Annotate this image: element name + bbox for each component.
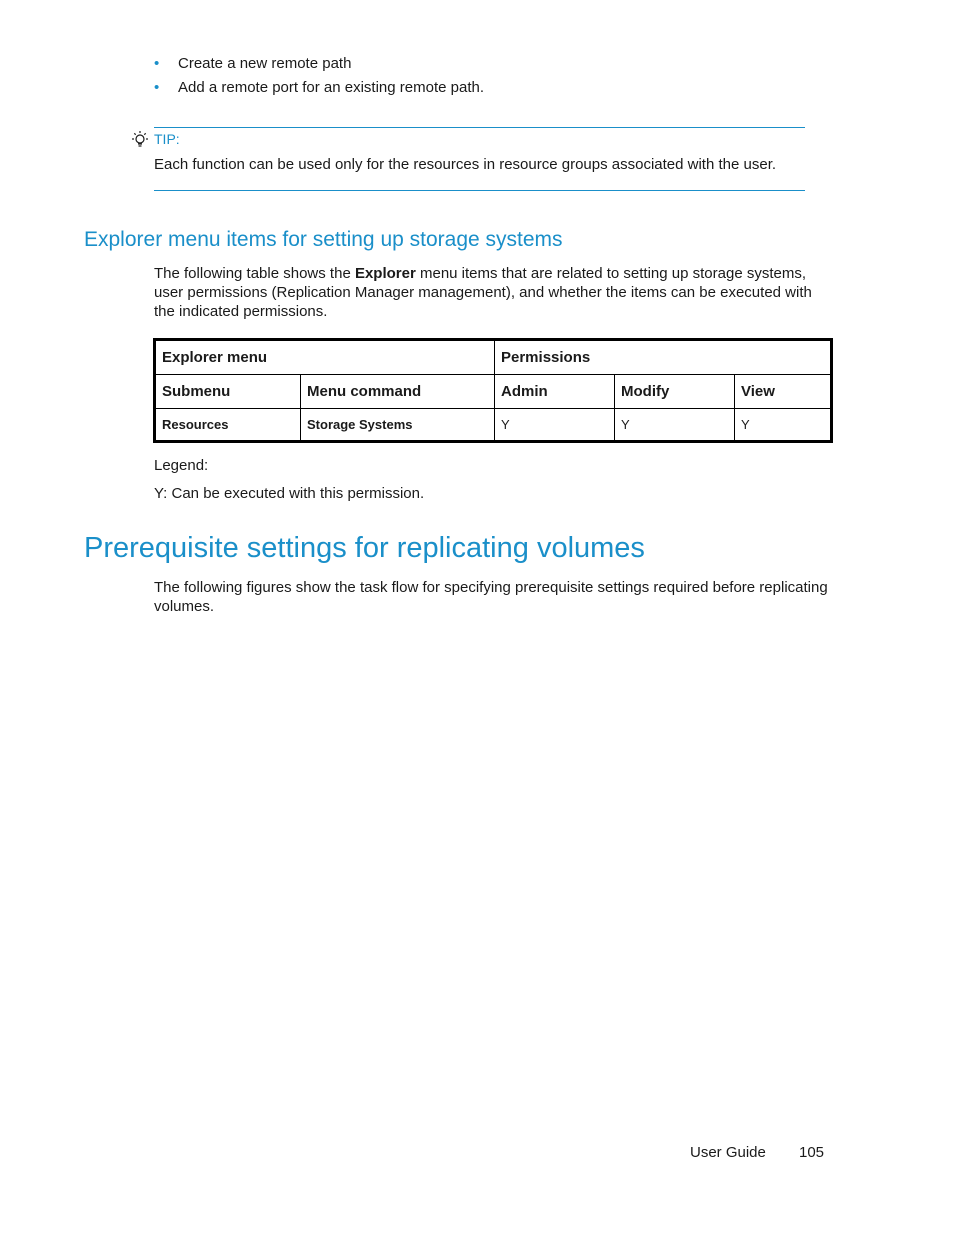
bullet-icon: • (154, 55, 160, 72)
table-cell: Resources (155, 409, 301, 442)
tip-bottom-rule (154, 190, 805, 191)
list-item (154, 53, 484, 77)
legend-entry: Y: Can be executed with this permission. (154, 485, 425, 502)
intro-bold-term: Explorer (354, 265, 416, 282)
table-group-header: Permissions (495, 340, 832, 375)
table-cell: Y (735, 409, 832, 442)
intro-text: The following table shows the (154, 265, 355, 282)
table-cell: Y (615, 409, 735, 442)
table-header: Modify (615, 375, 735, 409)
table-group-header: Explorer menu (155, 340, 495, 375)
table-group-header-row (155, 340, 832, 375)
section-heading: Explorer menu items for setting up storage systems (84, 228, 563, 251)
table-header-row (155, 375, 832, 409)
footer-guide-title: User Guide (690, 1144, 766, 1161)
tip-label: TIP: (154, 131, 180, 147)
list-item-text: Add a remote port for an existing remote path. (178, 79, 484, 96)
tip-top-rule (154, 127, 805, 128)
bullet-list (154, 53, 484, 101)
bullet-icon: • (154, 79, 160, 96)
table-cell: Storage Systems (301, 409, 495, 442)
legend-title: Legend: (154, 457, 209, 474)
tip-text: Each function can be used only for the resources in resource groups associated with the user. (154, 156, 777, 173)
list-item-text: Create a new remote path (178, 55, 352, 72)
table-row (155, 409, 832, 442)
chapter-text: The following figures show the task flow for specifying prerequisite settings required before replicating volumes. (154, 579, 828, 615)
chapter-heading: Prerequisite settings for replicating volumes (84, 532, 645, 564)
intro-text: menu items that are related to setting up storage systems, user permissions (Replication Manager management), and whether the items can be executed with the indicated permissions. (154, 265, 812, 320)
lightbulb-icon (130, 130, 150, 150)
table-header: Admin (495, 375, 615, 409)
section-intro (154, 264, 834, 321)
table-header: Menu command (301, 375, 495, 409)
table-cell: Y (495, 409, 615, 442)
permissions-table (153, 338, 833, 443)
table-header: Submenu (155, 375, 301, 409)
list-item (154, 77, 484, 101)
page-number: 105 (799, 1144, 825, 1161)
table-header: View (735, 375, 832, 409)
